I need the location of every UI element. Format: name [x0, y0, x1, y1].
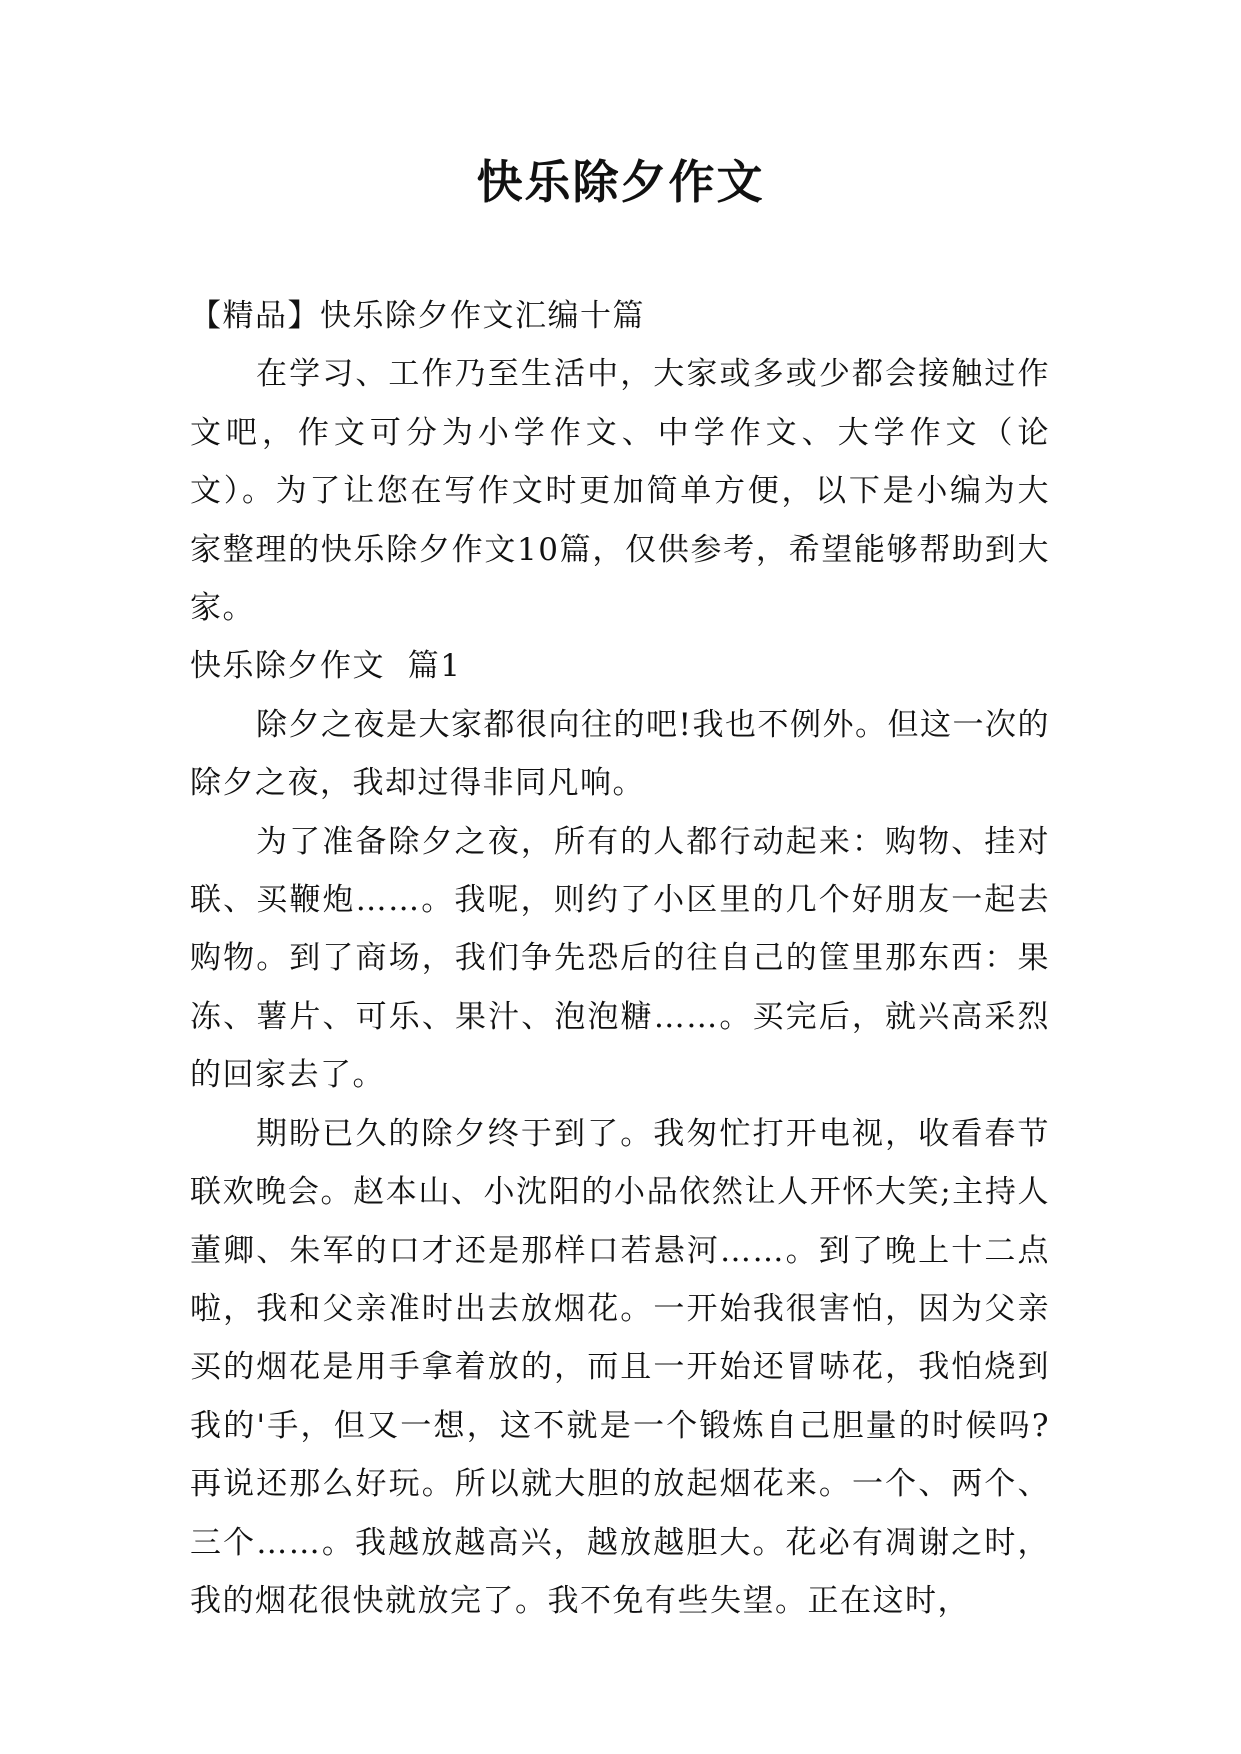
intro-paragraph: 在学习、工作乃至生活中，大家或多或少都会接触过作文吧，作文可分为小学作文、中学作文、大学作文（论文）。为了让您在写作文时更加简单方便，以下是小编为大家整理的快乐除夕作文10篇，仅供参考，希望能够帮助到大家。: [190, 356, 1050, 627]
document-subtitle: 【精品】快乐除夕作文汇编十篇: [190, 298, 645, 334]
document-body: [190, 287, 1050, 1630]
section-heading: 快乐除夕作文 篇1: [190, 648, 462, 685]
body-paragraph-2: 为了准备除夕之夜，所有的人都行动起来：购物、挂对联、买鞭炮……。我呢，则约了小区里的几个好朋友一起去购物。到了商场，我们争先恐后的往自己的筐里那东西：果冻、薯片、可乐、果汁、泡泡糖……。买完后，就兴高采烈的回家去了。: [190, 823, 1050, 1094]
body-paragraph-3: 期盼已久的除夕终于到了。我匆忙打开电视，收看春节联欢晚会。赵本山、小沈阳的小品依然让人开怀大笑;主持人董卿、朱军的口才还是那样口若悬河……。到了晚上十二点啦，我和父亲准时出去放烟花。一开始我很害怕，因为父亲买的烟花是用手拿着放的，而且一开始还冒哧花，我怕烧到我的'手，但又一想，这不就是一个锻炼自己胆量的时候吗?再说还那么好玩。所以就大胆的放起烟花来。一个、两个、三个……。我越放越高兴，越放越胆大。花必有凋谢之时，我的烟花很快就放完了。我不免有些失望。正在这时，: [190, 1115, 1050, 1619]
document-title: 快乐除夕作文: [476, 155, 765, 209]
body-paragraph-1: 除夕之夜是大家都很向往的吧!我也不例外。但这一次的除夕之夜，我却过得非同凡响。: [190, 706, 1050, 802]
